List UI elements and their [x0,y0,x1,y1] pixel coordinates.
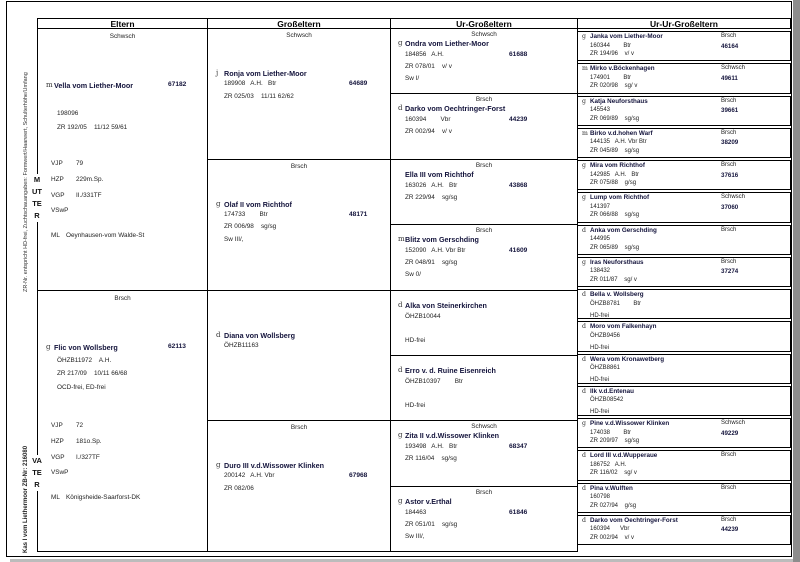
registration-line: ÖHZB08542 [590,397,624,404]
sex-letter: m [46,81,53,89]
dog-name-row [578,517,790,525]
registration-block [391,443,577,479]
dog-name: Iras Neuforsthaus [590,258,644,266]
sw-line [391,140,577,152]
sw-line: HD-frei [405,401,426,409]
zr-line: ZR 002/94 v/ v [590,534,635,541]
registration-line: 184463 61846 [405,508,528,516]
zr-line: ZR 078/01 v/ v [405,63,452,70]
coat-color-label: Brsch [114,294,131,302]
sex-letter: d [582,387,586,395]
coat-color-label: Brsch [721,484,737,491]
registration-line: 141397 37060 [590,203,739,211]
father-cell [38,290,207,552]
registration-line: 152090 A.H. Vbr Btr 41609 [405,247,528,255]
test-row-hzp: HZP 229m.Sp. [51,176,104,183]
dog-name-row [391,104,577,114]
dgstb-number: 46164 [721,42,739,50]
test-row-vswp: VSwP [51,468,69,476]
zr-line: ZR 082/06 [224,484,254,492]
registration-line: ÖHZB10044 [405,312,441,320]
dog-name: Astor v.Erthal [405,496,452,506]
coat-color-label: Brsch [721,33,737,39]
coat-color-label: Schwsch [471,31,497,38]
zr-line: ZR 006/98 sg/sg [224,223,277,231]
dgstb-number: 49611 [721,74,738,82]
dgstb-number: 49229 [721,429,739,437]
registration-block [391,51,577,87]
registration-line: 163026 A.H. Btr 43868 [405,181,528,189]
zr-line: ZR 011/87 sg/ v [590,276,637,283]
dog-name-row [208,331,390,341]
great-grandparent-cell [391,486,577,551]
sex-letter: g [216,461,221,470]
sex-letter: g [398,496,403,505]
coat-color-label: Brsch [721,452,737,459]
dog-name: Blitz vom Gerschding [405,235,479,245]
sex-letter: d [582,291,586,298]
registration-line: ÖHZB8781 Btr [590,300,642,307]
dog-name: Zita II v.d.Wissower Klinken [405,431,500,441]
coat-color-label: Brsch [475,227,493,235]
zr-line: ZR 025/03 11/11 62/62 [224,92,294,100]
grandparent-cell [208,159,390,290]
zr-line [391,325,577,337]
dog-name-row [578,291,790,299]
dog-name-row [208,69,390,79]
dog-name: Janka vom Liether-Moor [590,33,663,40]
sex-letter: d [582,323,586,331]
mother-line-row: ML Oeynhausen-vom Walde-St [51,232,145,239]
registration-line: 144995 [590,236,611,242]
dgstb-number: 67182 [168,81,187,88]
sw-line: Sw III/, [405,532,425,540]
dog-name: Moro vom Falkenhayn [590,323,657,331]
coat-color-label: Brsch [475,488,493,496]
sex-letter: g [582,33,586,40]
registration-block [208,80,390,118]
sex-letter: d [582,484,586,492]
great-grandparent-cell [391,29,577,93]
dog-name-row [578,65,790,73]
great-great-grandparent-cell [577,321,791,351]
sw-line: Sw 0/ [405,271,421,279]
registration-block [391,509,577,545]
registration-block [391,116,577,152]
coat-color-label: Schwsch [286,32,312,39]
dog-name: Ronja vom Liether-Moor [224,69,307,78]
great-great-grandparent-cell [577,386,791,416]
coat-color-label: Schwsch [471,423,497,431]
dog-name-row [391,497,577,507]
coat-color-label: Schwsch [109,33,136,40]
zb-number: 198096 [57,110,79,117]
dog-name-row [578,130,790,138]
dog-name-row [391,301,577,311]
registration-line: ÖHZB8861 [590,365,621,371]
registration-block [208,211,390,249]
sex-letter: d [582,452,586,460]
great-grandparent-cell [391,290,577,355]
coat-color-label: Brsch [290,162,308,170]
dog-name-row [38,343,207,353]
dog-name: Ella III vom Richthof [405,169,474,179]
dog-name-row [578,33,790,41]
great-great-grandparent-cell [577,225,791,255]
registration-line: 174038 Btr 49229 [590,429,739,437]
registration-block [208,472,390,510]
test-row-vgp: VGP II./331TF [51,192,102,199]
dog-name: Duro III v.d.Wissower Klinken [224,461,325,471]
dgstb-number: 44239 [509,116,528,124]
hd-status: HD-frei [590,312,609,319]
sw-line: Sw III/, [224,235,244,243]
coat-color-label: Schwsch [721,420,746,426]
dog-name-row [578,420,790,428]
sex-letter: j [216,69,219,77]
registration-line: 138432 37274 [590,268,739,276]
zr-line [391,390,577,402]
dog-name: Birko v.d.hohen Warf [590,129,653,137]
dog-name: Ondra vom Liether-Moor [405,39,489,48]
column-ur-ur-grosseltern [577,18,791,545]
dgstb-number: 48171 [349,210,368,218]
sex-letter: m [582,129,588,137]
great-great-grandparent-cell [577,31,791,61]
coat-color-label: Brsch [721,258,737,265]
great-great-grandparent-cell [577,354,791,384]
dog-name: Darko vom Oechtringer-Forst [590,516,678,524]
dog-name: Olaf II vom Richthof [224,199,292,209]
dgstb-number: 44239 [721,526,739,534]
dog-name: Ilk v.d.Entenau [590,387,634,395]
zb-number: ÖHZB11972 A.H. [57,356,112,364]
column-grosseltern [207,18,391,552]
great-grandparent-cell [391,355,577,420]
great-grandparent-cell [391,159,577,224]
dgstb-number: 39661 [721,107,739,114]
sex-letter: d [398,365,403,374]
hd-status: HD-frei [590,344,609,351]
coat-color-label: Schwsch [721,65,746,72]
coat-color-label: Brsch [721,129,737,136]
registration-line: 160344 Btr 46164 [590,42,739,50]
great-great-grandparent-cell [577,160,791,190]
great-great-grandparent-cell [577,192,791,222]
coat-color-label: Brsch [721,97,737,104]
dgstb-number: 43868 [509,181,528,189]
hd-status: HD-frei [590,377,609,383]
dog-name: Flic von Wollsberg [54,342,118,352]
dog-name-row [391,39,577,49]
column-body-grosseltern [207,29,391,552]
sex-letter: d [582,516,586,524]
registration-block [391,378,577,414]
zr-line: ZR 045/89 sg/sg [590,147,640,154]
registration-line: 174901 Btr 49611 [590,74,738,82]
dog-name: Lump vom Richthof [590,194,650,202]
registration-block [57,107,203,134]
registration-line: 186752 A.H. [590,461,627,468]
hd-status: HD-frei [590,409,609,416]
sex-letter: d [398,104,403,113]
dog-name: Alka von Steinerkirchen [405,300,487,310]
great-great-grandparent-cell [577,515,791,545]
dgstb-number: 67968 [349,472,368,480]
dog-name-row [391,366,577,376]
great-grandparent-cell [391,93,577,158]
scan-shadow-right [793,0,800,562]
great-great-grandparent-cell [577,96,791,126]
test-row-hzp: HZP 181o.Sp. [51,437,102,445]
dog-name-row [578,227,790,235]
registration-block [391,247,577,283]
dog-name: Wera vom Kronawetberg [590,355,665,363]
test-row-vjp: VJP 79 [51,160,84,167]
dog-name-row [578,98,790,106]
dog-name-row [391,431,577,441]
column-header-eltern: Eltern [37,18,208,29]
zr-line: ZR 051/01 sg/sg [405,520,458,528]
sex-letter: d [582,355,586,363]
dgstb-number: 62113 [168,342,186,350]
grandparent-cell [208,420,390,551]
registration-line: 144135 A.H. Vbr Btr 38209 [590,139,739,147]
dog-name: Katja Neuforsthaus [590,97,648,105]
dgstb-number: 41609 [509,247,528,255]
great-grandparent-cell [391,420,577,485]
test-row-vjp: VJP 72 [51,421,84,429]
dog-name: Anka vom Gerschding [590,226,657,234]
column-header-ur-grosseltern: Ur-Großeltern [390,18,578,29]
zr-line: ZR 020/98 sg/ v [590,83,638,90]
dog-name-row [578,323,790,331]
health-line: OCD-frei, ED-frei [57,383,106,391]
sex-letter: d [398,300,403,309]
grandparent-cell [208,29,390,159]
dgstb-number: 38209 [721,139,739,147]
dog-name: Vella vom Liether-Moor [54,81,134,90]
sex-letter: g [46,342,51,351]
dog-name-row [578,485,790,493]
dog-name-row [578,194,790,202]
column-ur-grosseltern [390,18,578,552]
sex-letter: g [216,199,221,208]
sex-letter: g [582,97,586,105]
coat-color-label: Brsch [721,226,737,233]
sex-letter: m [398,235,405,244]
sex-letter: m [582,65,588,73]
dog-name-row [578,356,790,364]
dog-name-row [578,259,790,267]
column-body-eltern [37,29,208,552]
zr-line: ZR 116/04 sg/sg [405,455,457,463]
registration-line: 145543 39661 [590,107,739,114]
dog-name: Darko vom Oechtringer-Forst [405,104,506,114]
sw-line [391,206,577,218]
column-body-ur-ur-grosseltern [577,31,791,545]
dog-name-row [578,388,790,396]
registration-line: ÖHZB10397 Btr [405,377,463,385]
coat-color-label: Brsch [475,96,493,104]
dog-name-row [38,81,207,91]
zr-line: ZR 116/02 sg/ v [590,470,637,477]
column-header-grosseltern: Großeltern [207,18,391,29]
dgstb-number: 37616 [721,171,739,179]
dog-name: Mirko v.Böckenhagen [590,65,655,73]
dog-name-row [578,162,790,170]
sex-letter: g [582,258,586,266]
dog-name-row [208,461,390,471]
dog-name-row [391,235,577,245]
registration-line: 189908 A.H. Btr 64689 [224,80,368,87]
coat-color-label: Brsch [721,516,737,523]
registration-line: ÖHZB9456 [590,332,621,339]
sex-letter: g [582,162,586,169]
dog-name: Pina v.Wulften [590,484,633,492]
sw-line [208,367,390,380]
zr-line: ZR 069/89 sg/sg [590,115,640,122]
registration-line: 160798 [590,494,611,500]
great-grandparent-cell [391,224,577,289]
dog-name-row [578,452,790,460]
mother-label: MUTTER [32,175,42,220]
mother-line-row: ML Königsheide-Saarforst-DK [51,493,141,501]
side-note-legend: ZR-Nr. entspricht HD-frei, Zuchtschauangaben: Formwert/Haarwert, Schulterhöhe/Umfang [23,72,29,292]
great-great-grandparent-cell [577,483,791,513]
sw-line [208,105,390,118]
dgstb-number: 61846 [509,508,528,516]
sw-line [208,497,390,510]
registration-line: 142985 A.H. Btr 37616 [590,171,739,179]
zr-line: ZR 027/94 g/sg [590,502,637,509]
column-header-ur-ur-grosseltern: Ur-Ur-Großeltern [577,18,791,29]
dgstb-number: 37274 [721,268,739,276]
registration-line: 160394 Vbr 44239 [405,116,528,124]
registration-line: 200142 A.H. Vbr 67968 [224,472,368,480]
sw-line [391,467,577,479]
dog-name: Bella v. Wollsberg [590,291,644,298]
zr-line: ZR 002/94 v/ v [405,128,452,136]
zr-line: ZR 209/97 sg/sg [590,438,640,444]
mother-cell [38,29,207,290]
zr-line: ZR 192/05 11/12 59/61 [57,123,128,131]
sw-line: Sw I/ [405,75,420,82]
sw-line: HD-frei [405,336,426,344]
grandparent-cell [208,290,390,421]
dgstb-number: 37060 [721,203,739,211]
coat-color-label: Brsch [721,162,737,168]
dog-name: Mira vom Richthof [590,162,645,169]
side-note-subject-dog: Kas I vom Liethermoor ZB-Nr: 216080 [23,445,29,553]
dog-name: Diana von Wollsberg [224,330,295,340]
zr-line: ZR 229/94 sg/sg [405,193,458,201]
dgstb-number: 61688 [509,51,528,58]
dog-name: Erro v. d. Ruine Eisenreich [405,365,496,375]
registration-line: 174733 Btr 48171 [224,210,368,218]
dog-name-row [208,200,390,210]
sex-letter: g [582,420,586,427]
great-great-grandparent-cell [577,450,791,480]
great-great-grandparent-cell [577,257,791,287]
zr-line: ZR 075/88 g/sg [590,180,637,186]
coat-color-label: Brsch [475,161,493,169]
zr-line: ZR 065/89 sg/sg [590,244,640,251]
sex-letter: g [582,194,586,202]
test-row-vswp: VSwP [51,207,69,214]
registration-block [391,313,577,349]
great-great-grandparent-cell [577,128,791,158]
dog-name: Lord III v.d.Wupperaue [590,452,658,460]
sex-letter: d [216,330,221,339]
sex-letter: g [398,431,403,440]
registration-line: 184856 A.H. 61688 [405,51,528,58]
zr-line: ZR 048/91 sg/sg [405,259,458,267]
great-great-grandparent-cell [577,289,791,319]
sex-letter: d [582,226,586,234]
column-body-ur-grosseltern [390,29,578,552]
registration-block [208,342,390,380]
coat-color-label: Brsch [290,424,308,432]
registration-block [57,354,203,395]
zr-line [208,354,390,367]
registration-line: ÖHZB11163 [224,341,259,349]
registration-line: 193498 A.H. Btr 68347 [405,443,528,451]
great-great-grandparent-cell [577,418,791,448]
zr-line: ZR 066/88 sg/sg [590,212,640,219]
registration-block [391,182,577,218]
father-label: VATER [32,456,42,489]
dog-name: Pine v.d.Wissower Klinken [590,420,670,427]
registration-line: 160394 Vbr 44239 [590,526,739,534]
dgstb-number: 64689 [349,80,368,87]
dgstb-number: 68347 [509,443,528,451]
dog-name-row [391,170,577,180]
zr-line: ZR 217/09 10/11 66/68 [57,370,128,377]
coat-color-label: Schwsch [721,194,746,201]
column-eltern [37,18,208,552]
sex-letter: g [398,39,403,47]
zr-line: ZR 194/96 v/ v [590,51,635,57]
test-row-vgp: VGP I./327TF [51,453,100,461]
great-great-grandparent-cell [577,63,791,93]
